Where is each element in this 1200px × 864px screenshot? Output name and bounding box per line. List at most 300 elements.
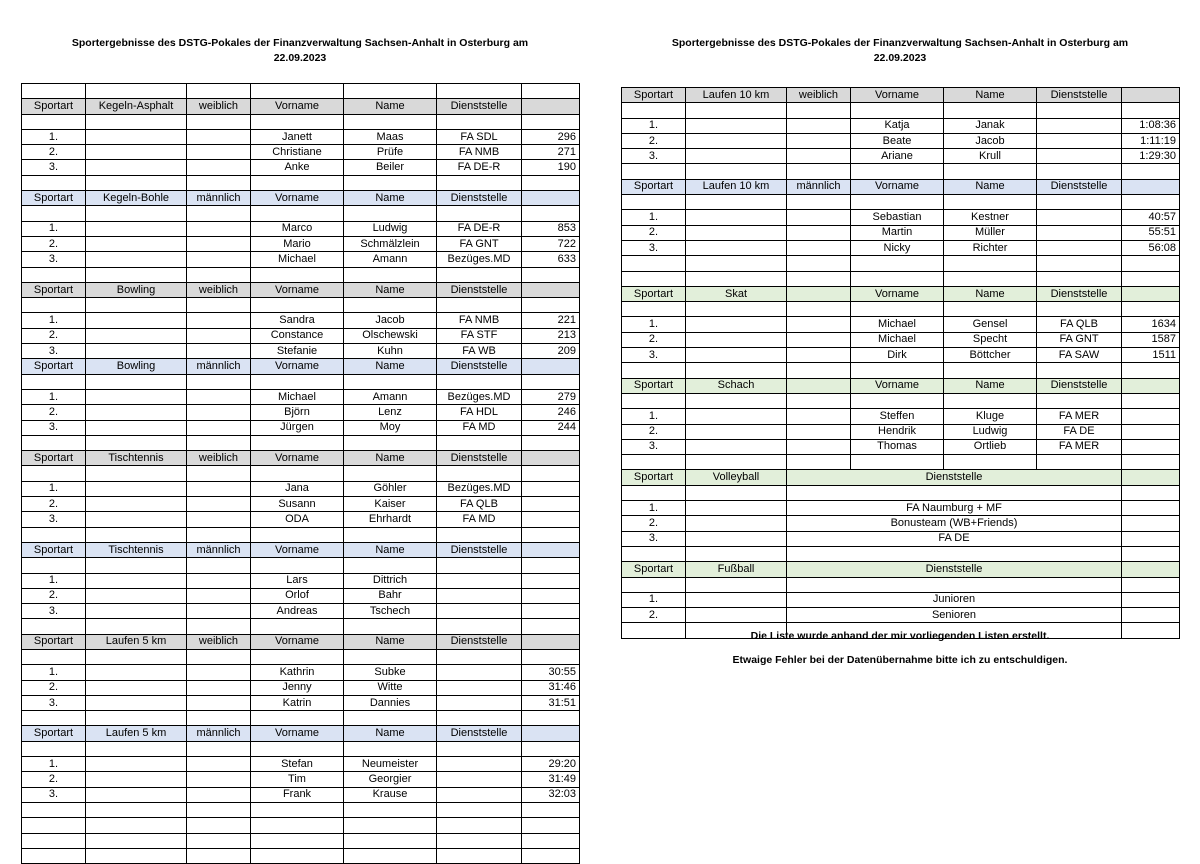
empty-cell	[851, 302, 944, 317]
last-name-cell: Janak	[944, 118, 1037, 133]
first-name-cell: Frank	[251, 787, 344, 802]
empty-cell	[86, 344, 187, 359]
empty-cell	[187, 481, 251, 496]
empty-cell	[437, 206, 522, 221]
first-name-cell: Jana	[251, 481, 344, 496]
empty-cell	[1037, 302, 1122, 317]
title-line-2: 22.09.2023	[873, 52, 927, 64]
empty-row	[22, 558, 580, 573]
office-cell	[437, 695, 522, 710]
empty-row	[622, 195, 1180, 210]
empty-cell	[251, 833, 344, 848]
sportart-label: Sportart	[622, 179, 686, 194]
result-header	[522, 542, 580, 557]
empty-cell	[187, 267, 251, 282]
office-cell: FA WB	[437, 344, 522, 359]
office-cell	[1037, 225, 1122, 240]
rank-cell: 2.	[22, 497, 86, 512]
result-row	[22, 313, 580, 328]
dienststelle-header: Dienststelle	[437, 359, 522, 374]
empty-cell	[686, 302, 787, 317]
empty-cell	[686, 363, 787, 378]
empty-row	[22, 741, 580, 756]
empty-cell	[787, 302, 851, 317]
rank-cell: 1.	[22, 757, 86, 772]
result-cell: 190	[522, 160, 580, 175]
empty-cell	[251, 84, 344, 99]
empty-cell	[344, 558, 437, 573]
empty-cell	[86, 848, 187, 863]
empty-cell	[686, 348, 787, 363]
rank-cell: 3.	[22, 160, 86, 175]
office-cell: FA NMB	[437, 313, 522, 328]
result-row	[622, 317, 1180, 332]
empty-cell	[187, 389, 251, 404]
empty-cell	[22, 711, 86, 726]
team-result-row	[622, 501, 1180, 516]
empty-cell	[686, 577, 787, 592]
sport-name: Laufen 10 km	[686, 179, 787, 194]
result-row	[622, 118, 1180, 133]
gender-label: männlich	[187, 191, 251, 206]
last-name-cell: Dittrich	[344, 573, 437, 588]
last-name-cell: Beiler	[344, 160, 437, 175]
empty-cell	[622, 363, 686, 378]
results-table-right	[621, 87, 1180, 639]
rank-cell: 2.	[22, 145, 86, 160]
empty-row	[22, 466, 580, 481]
empty-cell	[344, 741, 437, 756]
sport-name: Volleyball	[686, 470, 787, 485]
result-cell	[522, 588, 580, 603]
empty-cell	[251, 435, 344, 450]
vorname-header: Vorname	[851, 286, 944, 301]
result-cell: 1:08:36	[1122, 118, 1180, 133]
empty-cell	[187, 558, 251, 573]
empty-cell	[944, 195, 1037, 210]
empty-cell	[187, 772, 251, 787]
result-header	[522, 451, 580, 466]
empty-cell	[86, 680, 187, 695]
empty-cell	[522, 741, 580, 756]
sportart-label: Sportart	[22, 191, 86, 206]
result-cell	[1122, 424, 1180, 439]
sport-name: Skat	[686, 286, 787, 301]
empty-row	[22, 619, 580, 634]
empty-cell	[522, 848, 580, 863]
gender-label: männlich	[187, 542, 251, 557]
section-header-row	[22, 282, 580, 297]
office-cell: FA MD	[437, 420, 522, 435]
empty-cell	[187, 435, 251, 450]
empty-cell	[787, 348, 851, 363]
first-name-cell: Mario	[251, 236, 344, 251]
sport-name: Kegeln-Bohle	[86, 191, 187, 206]
result-cell: 1:11:19	[1122, 133, 1180, 148]
empty-cell	[1122, 195, 1180, 210]
result-row	[22, 497, 580, 512]
empty-cell	[86, 649, 187, 664]
first-name-cell: Martin	[851, 225, 944, 240]
empty-cell	[437, 818, 522, 833]
result-row	[622, 149, 1180, 164]
empty-cell	[437, 175, 522, 190]
empty-cell	[187, 588, 251, 603]
dienststelle-header: Dienststelle	[1037, 88, 1122, 103]
office-cell: FA GNT	[1037, 332, 1122, 347]
dienststelle-header: Dienststelle	[1037, 286, 1122, 301]
last-name-cell: Neumeister	[344, 757, 437, 772]
first-name-cell: Kathrin	[251, 665, 344, 680]
empty-cell	[686, 225, 787, 240]
office-cell	[1037, 133, 1122, 148]
office-cell	[437, 588, 522, 603]
empty-cell	[437, 741, 522, 756]
rank-cell: 3.	[622, 439, 686, 454]
rank-cell: 1.	[622, 317, 686, 332]
empty-cell	[522, 435, 580, 450]
result-row	[22, 757, 580, 772]
empty-cell	[187, 497, 251, 512]
empty-cell	[187, 466, 251, 481]
name-header: Name	[944, 378, 1037, 393]
vorname-header: Vorname	[251, 726, 344, 741]
result-cell: 271	[522, 145, 580, 160]
empty-cell	[1122, 531, 1180, 546]
empty-cell	[344, 833, 437, 848]
result-row	[22, 160, 580, 175]
last-name-cell: Richter	[944, 240, 1037, 255]
office-cell	[437, 680, 522, 695]
name-header: Name	[344, 191, 437, 206]
team-cell: Bonusteam (WB+Friends)	[787, 516, 1122, 531]
last-name-cell: Tschech	[344, 604, 437, 619]
page-title-right	[620, 36, 1180, 66]
empty-cell	[251, 848, 344, 863]
empty-cell	[86, 328, 187, 343]
first-name-cell: Thomas	[851, 439, 944, 454]
empty-cell	[187, 512, 251, 527]
page-title-left	[20, 36, 580, 66]
result-cell: 246	[522, 405, 580, 420]
empty-cell	[1122, 363, 1180, 378]
empty-cell	[22, 298, 86, 313]
first-name-cell: Beate	[851, 133, 944, 148]
result-cell: 56:08	[1122, 240, 1180, 255]
empty-cell	[187, 206, 251, 221]
empty-row	[622, 103, 1180, 118]
section-header-row	[22, 451, 580, 466]
empty-cell	[187, 328, 251, 343]
empty-cell	[187, 298, 251, 313]
result-cell: 1511	[1122, 348, 1180, 363]
empty-cell	[522, 649, 580, 664]
first-name-cell: Stefan	[251, 757, 344, 772]
rank-cell: 3.	[22, 604, 86, 619]
result-cell	[1122, 439, 1180, 454]
empty-row	[22, 818, 580, 833]
empty-cell	[1122, 485, 1180, 500]
result-cell: 40:57	[1122, 210, 1180, 225]
empty-cell	[251, 206, 344, 221]
result-cell: 31:46	[522, 680, 580, 695]
gender-label: weiblich	[187, 99, 251, 114]
empty-cell	[86, 145, 187, 160]
vorname-header: Vorname	[251, 542, 344, 557]
empty-cell	[86, 665, 187, 680]
vorname-header: Vorname	[851, 179, 944, 194]
empty-cell	[522, 267, 580, 282]
result-cell: 31:51	[522, 695, 580, 710]
empty-cell	[686, 501, 787, 516]
empty-cell	[86, 313, 187, 328]
empty-cell	[437, 848, 522, 863]
name-header: Name	[944, 88, 1037, 103]
empty-row	[22, 833, 580, 848]
empty-cell	[344, 114, 437, 129]
empty-cell	[787, 439, 851, 454]
sportart-label: Sportart	[22, 359, 86, 374]
name-header: Name	[344, 99, 437, 114]
empty-cell	[86, 787, 187, 802]
empty-cell	[437, 649, 522, 664]
sport-name: Bowling	[86, 359, 187, 374]
empty-cell	[344, 175, 437, 190]
empty-cell	[686, 210, 787, 225]
empty-row	[622, 393, 1180, 408]
empty-cell	[187, 160, 251, 175]
empty-cell	[187, 374, 251, 389]
empty-cell	[344, 374, 437, 389]
result-header	[522, 726, 580, 741]
result-header	[1122, 88, 1180, 103]
empty-cell	[787, 195, 851, 210]
rank-cell: 2.	[622, 332, 686, 347]
empty-cell	[86, 221, 187, 236]
empty-cell	[22, 818, 86, 833]
empty-cell	[344, 619, 437, 634]
office-cell	[437, 757, 522, 772]
empty-cell	[787, 363, 851, 378]
office-cell	[1037, 210, 1122, 225]
office-cell	[1037, 118, 1122, 133]
empty-cell	[22, 833, 86, 848]
last-name-cell: Amann	[344, 389, 437, 404]
empty-cell	[187, 175, 251, 190]
empty-cell	[686, 439, 787, 454]
office-cell: FA DE	[1037, 424, 1122, 439]
empty-cell	[437, 298, 522, 313]
result-row	[622, 332, 1180, 347]
office-cell: FA QLB	[437, 497, 522, 512]
empty-cell	[522, 374, 580, 389]
sportart-label: Sportart	[22, 542, 86, 557]
last-name-cell: Bahr	[344, 588, 437, 603]
sportart-label: Sportart	[22, 726, 86, 741]
team-cell: FA Naumburg + MF	[787, 501, 1122, 516]
section-header-row	[622, 88, 1180, 103]
last-name-cell: Ehrhardt	[344, 512, 437, 527]
empty-cell	[437, 711, 522, 726]
team-result-row	[622, 516, 1180, 531]
empty-cell	[787, 118, 851, 133]
dienststelle-header: Dienststelle	[437, 542, 522, 557]
empty-cell	[187, 848, 251, 863]
empty-cell	[787, 546, 1122, 561]
dienststelle-header: Dienststelle	[437, 451, 522, 466]
empty-cell	[86, 160, 187, 175]
empty-cell	[22, 649, 86, 664]
empty-cell	[344, 298, 437, 313]
empty-cell	[787, 409, 851, 424]
empty-cell	[851, 164, 944, 179]
last-name-cell: Jacob	[344, 313, 437, 328]
sport-name: Laufen 5 km	[86, 634, 187, 649]
result-cell: 209	[522, 344, 580, 359]
empty-cell	[787, 225, 851, 240]
empty-cell	[86, 466, 187, 481]
result-row	[22, 680, 580, 695]
last-name-cell: Dannies	[344, 695, 437, 710]
team-result-row	[622, 592, 1180, 607]
empty-cell	[787, 455, 851, 470]
name-header: Name	[944, 286, 1037, 301]
empty-cell	[251, 114, 344, 129]
first-name-cell: Dirk	[851, 348, 944, 363]
dienststelle-header: Dienststelle	[437, 99, 522, 114]
empty-row	[22, 435, 580, 450]
last-name-cell: Kuhn	[344, 344, 437, 359]
last-name-cell: Olschewski	[344, 328, 437, 343]
office-cell: FA GNT	[437, 236, 522, 251]
office-cell: FA MER	[1037, 439, 1122, 454]
last-name-cell: Moy	[344, 420, 437, 435]
first-name-cell: Katja	[851, 118, 944, 133]
result-cell: 30:55	[522, 665, 580, 680]
result-cell	[522, 497, 580, 512]
empty-cell	[344, 466, 437, 481]
empty-row	[22, 711, 580, 726]
empty-row	[622, 363, 1180, 378]
empty-cell	[187, 665, 251, 680]
empty-cell	[251, 711, 344, 726]
result-cell: 296	[522, 129, 580, 144]
empty-cell	[86, 236, 187, 251]
first-name-cell: Michael	[851, 332, 944, 347]
empty-cell	[787, 256, 851, 271]
empty-cell	[622, 302, 686, 317]
result-row	[22, 344, 580, 359]
empty-cell	[251, 267, 344, 282]
result-row	[22, 252, 580, 267]
first-name-cell: Jürgen	[251, 420, 344, 435]
empty-cell	[437, 84, 522, 99]
section-header-row	[22, 191, 580, 206]
rank-cell: 3.	[22, 695, 86, 710]
empty-cell	[251, 741, 344, 756]
empty-cell	[86, 206, 187, 221]
rank-cell: 1.	[622, 210, 686, 225]
empty-cell	[1122, 271, 1180, 286]
last-name-cell: Böttcher	[944, 348, 1037, 363]
name-header: Name	[344, 726, 437, 741]
last-name-cell: Krull	[944, 149, 1037, 164]
empty-cell	[522, 466, 580, 481]
first-name-cell: Jenny	[251, 680, 344, 695]
empty-cell	[86, 711, 187, 726]
rank-cell: 1.	[622, 118, 686, 133]
empty-cell	[1037, 164, 1122, 179]
empty-cell	[787, 103, 851, 118]
empty-row	[22, 848, 580, 863]
empty-cell	[1122, 546, 1180, 561]
gender-label: männlich	[187, 726, 251, 741]
result-header	[522, 99, 580, 114]
section-header-row	[22, 726, 580, 741]
empty-cell	[86, 527, 187, 542]
empty-cell	[187, 252, 251, 267]
empty-cell	[944, 164, 1037, 179]
empty-cell	[251, 466, 344, 481]
empty-cell	[187, 818, 251, 833]
last-name-cell: Witte	[344, 680, 437, 695]
result-cell: 31:49	[522, 772, 580, 787]
office-cell: FA MD	[437, 512, 522, 527]
sportart-label: Sportart	[622, 88, 686, 103]
result-row	[22, 787, 580, 802]
first-name-cell: Michael	[251, 252, 344, 267]
result-row	[622, 348, 1180, 363]
empty-cell	[187, 757, 251, 772]
empty-cell	[187, 420, 251, 435]
empty-cell	[686, 424, 787, 439]
empty-cell	[1037, 103, 1122, 118]
gender-label	[787, 286, 851, 301]
dienststelle-header: Dienststelle	[1037, 378, 1122, 393]
empty-row	[22, 114, 580, 129]
empty-cell	[522, 206, 580, 221]
sportart-label: Sportart	[622, 470, 686, 485]
empty-cell	[187, 313, 251, 328]
result-row	[22, 695, 580, 710]
first-name-cell: Susann	[251, 497, 344, 512]
rank-cell: 3.	[622, 240, 686, 255]
sportart-label: Sportart	[22, 99, 86, 114]
empty-cell	[22, 435, 86, 450]
empty-cell	[851, 393, 944, 408]
empty-cell	[686, 455, 787, 470]
result-row	[622, 240, 1180, 255]
empty-cell	[787, 577, 1122, 592]
empty-cell	[86, 84, 187, 99]
empty-cell	[22, 741, 86, 756]
vorname-header: Vorname	[251, 359, 344, 374]
team-result-row	[622, 608, 1180, 623]
empty-cell	[686, 546, 787, 561]
empty-cell	[344, 206, 437, 221]
empty-cell	[1122, 302, 1180, 317]
empty-cell	[86, 588, 187, 603]
empty-row	[22, 527, 580, 542]
empty-cell	[22, 619, 86, 634]
name-header: Name	[344, 542, 437, 557]
sportart-label: Sportart	[622, 562, 686, 577]
empty-cell	[187, 604, 251, 619]
empty-cell	[437, 466, 522, 481]
empty-row	[622, 256, 1180, 271]
team-result-row	[622, 531, 1180, 546]
result-row	[622, 133, 1180, 148]
